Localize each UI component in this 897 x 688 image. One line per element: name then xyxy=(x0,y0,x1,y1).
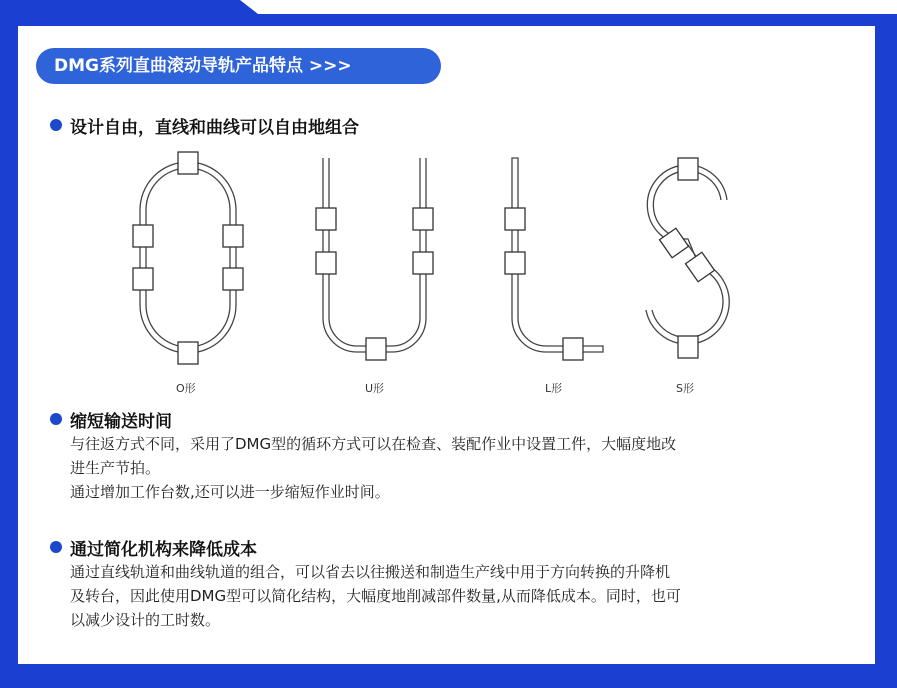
body-line: 进生产节拍。 xyxy=(70,459,161,477)
s-shape-rail xyxy=(646,165,729,344)
section-title-banner: DMG系列直曲滚动导轨产品特点 >>> xyxy=(36,48,441,84)
section-body-reduce-cost xyxy=(70,560,850,632)
section-heading-design-freedom: 设计自由，直线和曲线可以自由地组合 xyxy=(70,118,359,138)
body-line: 通过增加工作台数,还可以进一步缩短作业时间。 xyxy=(70,483,390,501)
l-shape-rail xyxy=(512,158,603,352)
o-shape-rail xyxy=(140,162,236,353)
u-shape-rail xyxy=(323,158,426,352)
section-heading-shorten-time: 缩短输送时间 xyxy=(70,412,172,432)
bullet-dot xyxy=(50,413,62,425)
section-body-shorten-time xyxy=(70,432,850,504)
body-line: 通过直线轨道和曲线轨道的组合，可以省去以往搬送和制造生产线中用于方向转换的升降机 xyxy=(70,563,671,581)
shape-label-u: U形 xyxy=(365,382,385,395)
body-line: 及转台，因此使用DMG型可以简化结构，大幅度地削减部件数量,从而降低成本。同时，也可 xyxy=(70,587,681,605)
shape-label-s: S形 xyxy=(676,382,694,395)
body-line: 与往返方式不同，采用了DMG型的循环方式可以在检查、装配作业中设置工件，大幅度地改 xyxy=(70,435,677,453)
body-line: 以减少设计的工时数。 xyxy=(70,611,221,629)
section-heading-reduce-cost: 通过简化机构来降低成本 xyxy=(70,540,257,560)
bullet-dot xyxy=(50,541,62,553)
shape-label-o: O形 xyxy=(176,382,196,395)
shape-label-l: L形 xyxy=(545,382,563,395)
